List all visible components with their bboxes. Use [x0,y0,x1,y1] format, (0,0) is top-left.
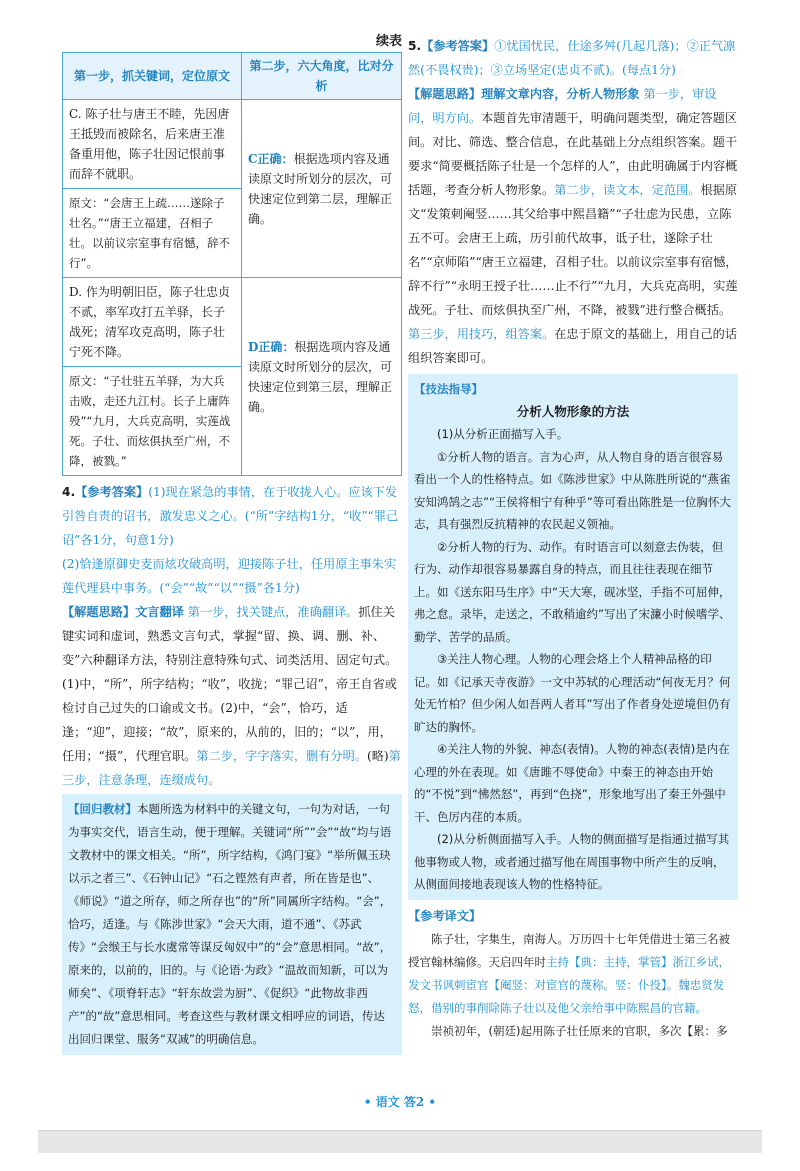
q4-idea-step2: 第二步，字字落实，删有分明。 [196,749,367,763]
q4-review-box [62,794,402,1055]
technique-box [408,374,738,900]
technique-para-1: (1)从分析正面描写入手。 [437,427,569,441]
q5-idea-step1: 第一步，审设问，明方向。 [408,87,717,125]
translation-tag: 【参考译文】 [408,908,482,923]
q5-idea-tag: 【解题思路】理解文章内容，分析人物形象 [408,87,640,101]
q5-number: 5. [408,39,422,53]
analysis-c-cell [242,100,402,278]
q4-answer-1: (1)现在紧急的事情，在于收拢人心。应该下发引咎自责的诏书，激发忠义之心。(“所”字结构1分，“收”“罪己诏”各1分，句意1分) [62,485,399,547]
q5-idea-2: 根据原文“发策刺阉竖……其父给事中熙昌籍”“子壮虑为民患，立陈五不可。会唐王上疏，历引前代故事，诋子壮，遂除子壮名”“京师陷”“唐王立福建，召相子壮。以前议宗室事有宿憾，辞不行”“永明王授子壮……止不行”“九月，大兵克高明，实莲战死。子壮、而炫俱执至广州，不降，被戮”进行整合概括。 [408,183,738,317]
q4-idea-mid: (略) [366,749,389,763]
technique-para-5: ④关注人物的外貌、神态(表情)。人物的神态(表情)是内在心理的外在表现。如《唐雎不辱使命》中秦王的神态由开始的“不悦”到“怫然怒”，再到“色挠”，形象地写出了秦王外强中干、色厉内荏的本质。 [414,742,730,824]
q5-idea-step2: 第二步，读文本，定范围。 [554,183,701,197]
technique-tag: 【技法指导】 [414,382,483,396]
analysis-table [62,52,402,476]
q4-answer-tag: 【参考答案】 [75,485,149,499]
q4-review-tag: 【回归教材】 [68,802,137,816]
page-footer: • 语文 答2 • [363,1095,437,1109]
technique-para-3: ②分析人物的行为、动作。有时语言可以刻意去伪装，但行为、动作却很容易暴露自身的特点，而且往往表现在细节上。如《送东阳马生序》中“天大寒，砚冰坚，手指不可屈伸，弗之怠。录毕，走送之，不敢稍逾约”写出了宋濂小时候嗜学、勤学、苦学的品质。 [414,539,731,644]
q4-review-text: 本题所选为材料中的关键文句，一句为对话，一句为事实交代，语言生动，便于理解。关键词“所”“会”“故”均与语文教材中的课文相关。“所”，所字结构，《鸿门宴》“举所佩玉玦以示之者三”、《石钟山记》“石之铿然有声者，所在皆是也”、《师说》“道之所存，师之所存也”的“所”同属所字结构。“会”，恰巧，适逢。与《陈涉世家》“会天大雨，道不通”、《苏武传》“会缑王与长水虞常等谋反匈奴中”的“会”意思相同。“故”，原来的，以前的，旧的。与《论语·为政》“温故而知新，可以为师矣”、《项脊轩志》“轩东故尝为厨”、《促织》“此物故非西产”的“故”意思相同。考查这些与教材课文相呼应的词语，传达出回归课堂、服务“双减”的明确信息。 [68,802,392,1046]
analysis-d-cell [242,278,402,476]
table-header-step1: 第一步，抓关键词，定位原文 [63,53,242,100]
analysis-d-text: 根据选项内容及通读原文时所划分的层次，可快速定位到第三层，理解正确。 [248,339,393,414]
bottom-bar [38,1130,762,1153]
quote-d-cell: 原文：“子壮驻五羊驿，为大兵击败，走还九江村。长子上庸阵殁”“九月，大兵克高明，实莲战死。子壮、而炫俱执至广州，不降，被戮。” [63,367,242,476]
analysis-c-text: 根据选项内容及通读原文时所划分的层次，可快速定位到第二层，理解正确。 [248,151,393,226]
analysis-d-tag: D正确： [248,339,295,354]
question-4 [62,480,402,1055]
quote-c-cell: 原文：“会唐王上疏……遂除子壮名。”“唐王立福建，召相子壮。以前议宗室事有宿憾，辞不行”。 [63,189,242,278]
q4-idea-text: 抓住关键实词和虚词，熟悉文言句式，掌握“留、换、调、删、补、变”六种翻译方法，特别注意特殊句式、词类活用、固定句式。(1)中，“所”，所字结构；“收”，收拢；“罪己诏”，帝王自省或检讨自己过失的口谕或文书。(2)中，“会”，恰巧，适逢；“迎”，迎接；“故”，原来的，从前的，旧的；“以”，用，任用；“摄”，代理官职。 [62,605,398,763]
q4-idea-tag: 【解题思路】文言翻译 [62,605,184,619]
option-d-cell: D. 作为明朝旧臣，陈子壮忠贞不贰，率军攻打五羊驿，长子战死；清军攻克高明，陈子壮宁死不降。 [63,278,242,367]
q5-idea-step3: 第三步，用技巧，组答案。 [408,327,555,341]
q4-idea-step3: 第三步，注意条理，连缀成句。 [62,749,401,787]
technique-title: 分析人物形象的方法 [516,403,630,419]
q4-answer-2: (2)恰逢原御史麦而炫攻破高明，迎接陈子壮，任用原主事朱实莲代理县中事务。(“会”“故”“以”“摄”各1分) [62,557,397,595]
q5-idea-1: 本题首先审清题干，明确问题类型，确定答题区间。对比、筛选、整合信息，在此基础上分点组织答案。题干要求“简要概括陈子壮是一个怎样的人”，由此明确属于内容概括题，考查分析人物形象。 [408,111,738,197]
left-column [62,30,402,1055]
technique-para-6: (2)从分析侧面描写入手。人物的侧面描写是指通过描写其他事物或人物，或者通过描写他在周围事物中所产生的反响，从侧面间接地表现该人物的性格特征。 [414,832,730,891]
q4-number: 4. [62,485,76,499]
translation-2: 崇祯初年，(朝廷)起用陈子壮任原来的官职，多次【累：多 [431,1023,728,1038]
technique-para-4: ③关注人物心理。人物的心理会烙上个人精神品格的印记。如《记承天寺夜游》一文中苏轼的心理活动“何夜无月？何处无竹柏？但少闲人如吾两人者耳”写出了作者身处逆境但仍有旷达的胸怀。 [414,652,731,734]
analysis-c-tag: C正确： [248,151,294,166]
q5-answer: ①忧国忧民，仕途多舛(几起几落)；②正气凛然(不畏权贵)；③立场坚定(忠贞不贰)。(每点1分) [408,39,736,77]
q5-answer-tag: 【参考答案】 [421,39,495,53]
translation-section [408,904,738,1043]
technique-para-2: ①分析人物的语言。言为心声，从人物自身的语言很容易看出一个人的性格特点。如《陈涉世家》中从陈胜所说的“燕雀安知鸿鹄之志”“王侯将相宁有种乎”等可看出陈胜是一位胸怀大志，具有强烈反抗精神的农民起义领袖。 [414,449,731,531]
translation-1b: 主持【典：主持，掌管】浙江乡试，发文书讽刺宦官【阉竖：对宦官的蔑称。竖：仆役】。魏忠贤发怒，借别的事削除陈子壮以及他父亲给事中陈熙昌的官籍。 [408,954,730,1015]
option-c-cell: C. 陈子壮与唐王不睦，先因唐王抵毁而被除名，后来唐王准备重用他，陈子壮因记恨前事而辞不就职。 [63,100,242,189]
right-column [408,34,738,1043]
continued-label: 续表 [375,34,402,49]
q5-idea-3: 在忠于原文的基础上，用自己的话组织答案即可。 [408,327,738,365]
table-header-step2: 第二步，六大角度，比对分析 [242,53,402,100]
translation-1a: 陈子壮，字集生，南海人。万历四十七年凭借进士第三名被授官翰林编修。天启四年时 [408,931,730,969]
q4-idea-step1: 第一步，找关键点，准确翻译。 [187,605,359,619]
